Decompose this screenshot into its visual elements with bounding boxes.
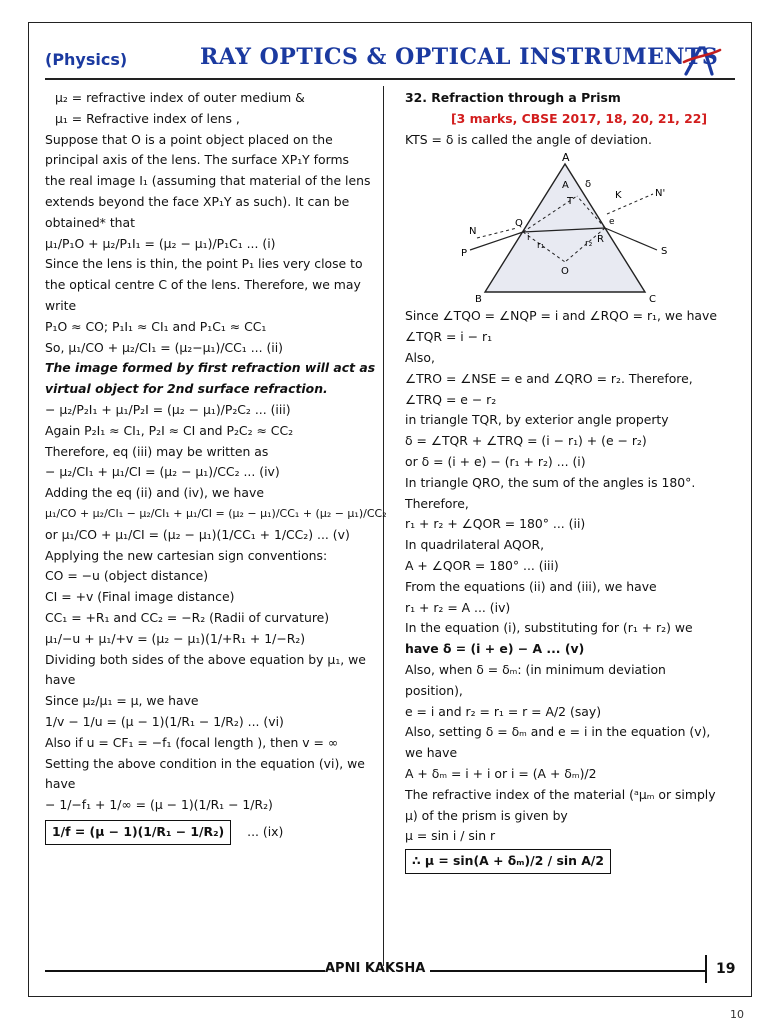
text-line: we have — [405, 745, 458, 761]
text-line: Also if u = CF₁ = −f₁ (focal length ), then v = ∞ — [45, 734, 339, 750]
text-line: Since ∠TQO = ∠NQP = i and ∠RQO = r₁, we have — [405, 308, 717, 324]
text-line: In quadrilateral AQOR, — [405, 537, 545, 553]
text-line: In the equation (i), substituting for (r₁ + r₂) we — [405, 620, 693, 636]
apni-kaksha-logo-icon — [682, 44, 722, 78]
footer-bar — [705, 955, 707, 983]
label-a: A — [562, 152, 570, 165]
text-line: A + ∠QOR = 180° ... (iii) — [405, 557, 559, 573]
equation-line: μ₁/−u + μ₁/+v = (μ₂ − μ₁)(1/+R₁ + 1/−R₂) — [45, 630, 306, 646]
equation-iv: − μ₂/CI₁ + μ₁/CI = (μ₂ − μ₁)/CC₂ ... (iv) — [45, 464, 280, 480]
label-k: K — [615, 190, 622, 202]
text-line: Therefore, — [405, 495, 469, 511]
text-line: Since the lens is thin, the point P₁ lies very close to — [45, 256, 363, 272]
text-line: have — [45, 776, 76, 792]
prism-formula — [405, 849, 725, 874]
text-line: principal axis of the lens. The surface XP₁Y forms — [45, 152, 350, 168]
text-line: ∠TQR = i − r₁ — [405, 329, 493, 345]
equation-iii: − μ₂/P₂I₁ + μ₁/P₂I = (μ₂ − μ₁)/P₂C₂ ... (iii) — [45, 401, 291, 417]
text-line: obtained* that — [45, 214, 135, 230]
label-t: T — [567, 196, 574, 208]
label-q: Q — [515, 218, 523, 230]
footer-brand: APNI KAKSHA — [325, 961, 426, 976]
equation-line: − 1/−f₁ + 1/∞ = (μ − 1)(1/R₁ − 1/R₂) — [45, 797, 273, 813]
text-line: Again P₂I₁ ≈ CI₁, P₂I ≈ CI and P₂C₂ ≈ CC₂ — [45, 422, 294, 438]
page-number: 19 — [716, 961, 736, 977]
text-line: Also, when δ = δₘ: (in minimum deviation — [405, 661, 666, 677]
text-line: have δ = (i + e) − A ... (v) — [405, 641, 585, 657]
label-r: R — [597, 234, 604, 246]
text-line: CO = −u (object distance) — [45, 568, 209, 584]
text-line: From the equations (ii) and (iii), we have — [405, 578, 657, 594]
left-column — [45, 88, 387, 845]
text-line: have — [45, 672, 76, 688]
boxed-formula: ∴ μ = sin(A + δₘ)/2 / sin A/2 — [405, 849, 611, 874]
lens-maker-formula — [45, 820, 375, 845]
text-line: Also, setting δ = δₘ and e = i in the equation (v), — [405, 724, 711, 740]
section-heading: 32. Refraction through a Prism — [405, 90, 621, 105]
marks-badge: [3 marks, CBSE 2017, 18, 20, 21, 22] — [451, 110, 708, 126]
text-line: ∠TRO = ∠NSE = e and ∠QRO = r₂. Therefore, — [405, 370, 693, 386]
label-o: O — [561, 266, 569, 278]
boxed-formula: 1/f = (μ − 1)(1/R₁ − 1/R₂) — [45, 820, 231, 845]
text-line: Adding the eq (ii) and (iv), we have — [45, 485, 264, 501]
corner-number: 10 — [730, 1008, 744, 1021]
emphasis-line: virtual object for 2nd surface refraction. — [45, 381, 328, 397]
text-line: the optical centre C of the lens. Therefore, we may — [45, 277, 361, 293]
text-line: ∠TRQ = e − r₂ — [405, 391, 497, 407]
column-divider — [383, 86, 384, 966]
text-line: In triangle QRO, the sum of the angles is 180°. — [405, 474, 696, 490]
text-line: The refractive index of the material (ᵃμₘ or simply — [405, 786, 716, 802]
label-r1: r₁ — [537, 241, 545, 252]
footer-rule-right — [430, 970, 705, 972]
text-line: δ = ∠TQR + ∠TRQ = (i − r₁) + (e − r₂) — [405, 433, 647, 449]
label-s: S — [661, 246, 668, 258]
emphasis-line: The image formed by first refraction will act as — [45, 360, 376, 376]
text-line: μ₁ = Refractive index of lens , — [55, 110, 240, 126]
equation-line: μ = sin i / sin r — [405, 828, 496, 844]
text-line: Suppose that O is a point object placed on the — [45, 131, 333, 147]
text-line: Dividing both sides of the above equation by μ₁, we — [45, 651, 366, 667]
text-line: Therefore, eq (iii) may be written as — [45, 443, 269, 459]
text-line: Since μ₂/μ₁ = μ, we have — [45, 693, 199, 709]
subject-label: (Physics) — [45, 50, 128, 69]
text-line: μ) of the prism is given by — [405, 807, 568, 823]
label-n-prime: N' — [655, 188, 666, 200]
label-r2: r₂ — [585, 239, 593, 250]
text-line: e = i and r₂ = r₁ = r = A/2 (say) — [405, 703, 602, 719]
label-angle-a: A — [562, 180, 569, 192]
equation-sum: μ₁/CO + μ₂/CI₁ − μ₂/CI₁ + μ₁/CI = (μ₂ − μ₁)/CC₁ + (μ₂ − μ₁)/CC₂ — [45, 506, 387, 520]
label-n: N — [469, 226, 477, 238]
label-p: P — [461, 248, 468, 260]
text-line: CC₁ = +R₁ and CC₂ = −R₂ (Radii of curvature) — [45, 609, 330, 625]
equation-ii: So, μ₁/CO + μ₂/CI₁ = (μ₂−μ₁)/CC₁ ... (ii) — [45, 339, 284, 355]
equation-v: or μ₁/CO + μ₁/CI = (μ₂ − μ₁)(1/CC₁ + 1/CC₂) ... (v) — [45, 526, 350, 542]
prism-diagram — [405, 152, 725, 302]
text-line: Applying the new cartesian sign conventions: — [45, 547, 328, 563]
label-delta: δ — [585, 179, 592, 191]
text-line: or δ = (i + e) − (r₁ + r₂) ... (i) — [405, 453, 586, 469]
text-line: Setting the above condition in the equation (vi), we — [45, 755, 365, 771]
text-line: extends beyond the face XP₁Y as such). It can be — [45, 193, 350, 209]
header-rule — [45, 78, 735, 80]
text-line: Also, — [405, 349, 435, 365]
text-line: write — [45, 297, 77, 313]
text-line: A + δₘ = i + i or i = (A + δₘ)/2 — [405, 765, 597, 781]
right-column — [405, 88, 725, 874]
chapter-title: RAY OPTICS & OPTICAL INSTRUMENTS — [200, 44, 719, 70]
equation-vi: 1/v − 1/u = (μ − 1)(1/R₁ − 1/R₂) ... (vi) — [45, 713, 284, 729]
equation-i: μ₁/P₁O + μ₂/P₁I₁ = (μ₂ − μ₁)/P₁C₁ ... (i) — [45, 235, 276, 251]
text-line: in triangle TQR, by exterior angle property — [405, 412, 669, 428]
text-line: position), — [405, 682, 463, 698]
text-line: KTS = δ is called the angle of deviation. — [405, 131, 652, 147]
text-line: r₁ + r₂ + ∠QOR = 180° ... (ii) — [405, 516, 586, 532]
text-line: CI = +v (Final image distance) — [45, 589, 235, 605]
label-e: e — [609, 217, 615, 228]
text-line: μ₂ = refractive index of outer medium & — [55, 90, 305, 105]
equation-line: P₁O ≈ CO; P₁I₁ ≈ CI₁ and P₁C₁ ≈ CC₁ — [45, 318, 267, 334]
normal-line-n-prime — [607, 194, 653, 214]
equation-number: ... (ix) — [247, 823, 284, 839]
text-line: r₁ + r₂ = A ... (iv) — [405, 599, 511, 615]
label-b: B — [475, 294, 482, 303]
text-line: the real image I₁ (assuming that material of the lens — [45, 173, 371, 189]
label-c: C — [649, 294, 656, 303]
label-i: i — [527, 233, 530, 244]
footer-rule-left — [45, 970, 325, 972]
